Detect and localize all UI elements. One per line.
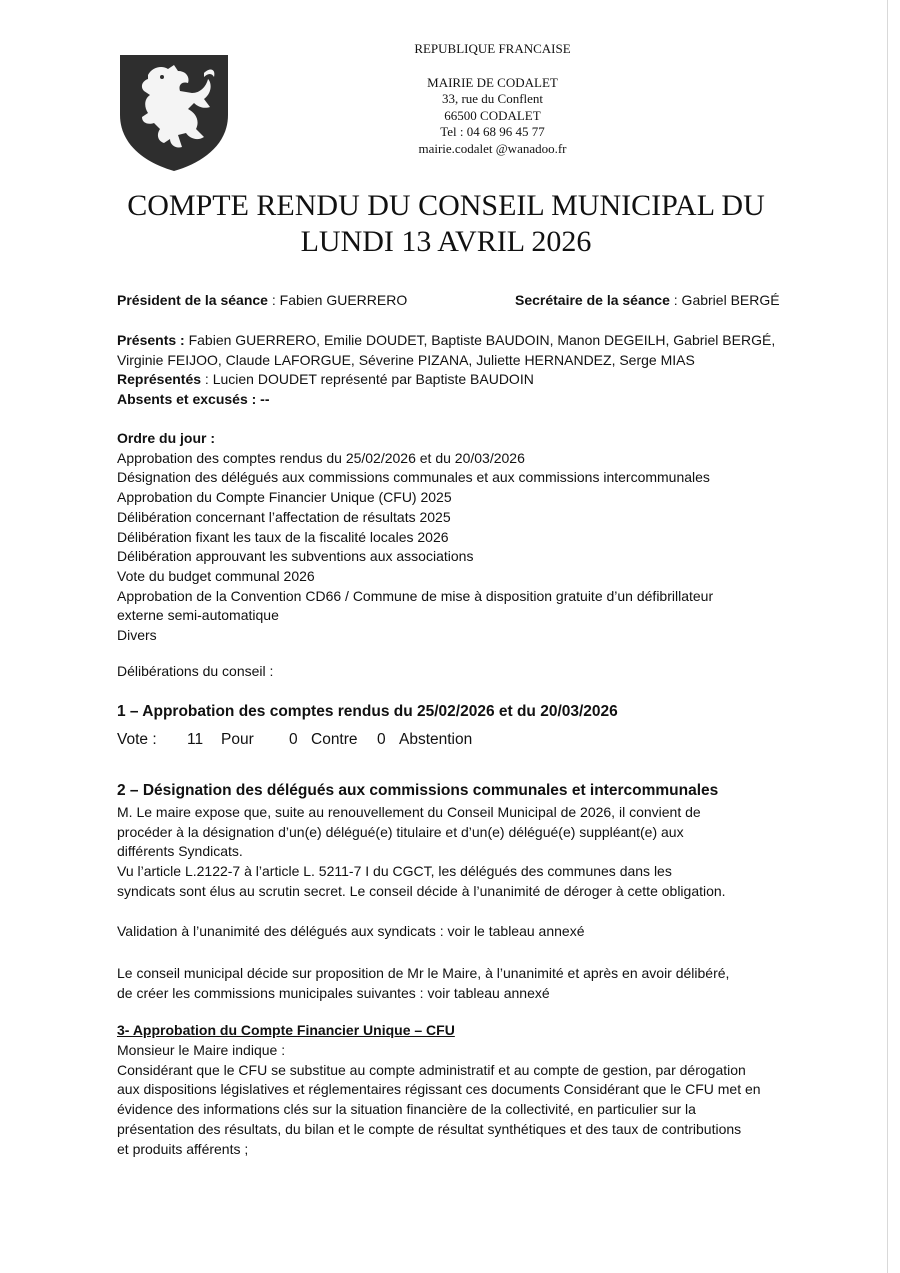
section-3-title: 3- Approbation du Compte Financier Unique – CFU	[117, 1022, 455, 1038]
secretary-value: : Gabriel BERGÉ	[669, 292, 780, 308]
represented-label: Représentés	[117, 371, 202, 388]
section-3-line: et produits afférents ;	[117, 1140, 249, 1157]
section-2-line: syndicats sont élus au scrutin secret. Le conseil décide à l’unanimité de déroger à cette obligation.	[117, 882, 726, 899]
country-name: REPUBLIQUE FRANCAISE	[414, 41, 571, 56]
agenda-item: Divers	[117, 627, 157, 644]
section-2-title: 2 – Désignation des délégués aux commissions communales et intercommunales	[117, 782, 719, 799]
section-3-line: évidence des informations clés sur la situation financière de la collectivité, en particulier sur la	[117, 1101, 696, 1118]
president-label: Président de la séance	[117, 292, 268, 308]
vote-pour-label: Pour	[221, 731, 254, 748]
agenda-item: Délibération concernant l’affectation de résultats 2025	[117, 508, 451, 525]
section-2-line: Le conseil municipal décide sur proposition de Mr le Maire, à l’unanimité et après en avoir délibéré,	[117, 965, 730, 981]
attendance-block	[117, 331, 787, 410]
section-2-line: M. Le maire expose que, suite au renouvellement du Conseil Municipal de 2026, il convient de	[117, 804, 701, 820]
section-2-body	[117, 803, 787, 902]
presents-line-2: Virginie FEIJOO, Claude LAFORGUE, Séverine PIZANA, Juliette HERNANDEZ, Serge MIAS	[117, 351, 695, 368]
mairie-name: MAIRIE DE CODALET	[427, 74, 558, 90]
agenda-item: externe semi-automatique	[117, 607, 279, 624]
section-1-vote	[117, 731, 472, 749]
coat-of-arms-crest	[118, 53, 230, 173]
vote-label: Vote :	[117, 731, 157, 748]
mairie-phone: Tel : 04 68 96 45 77	[440, 124, 545, 139]
agenda-label: Ordre du jour :	[117, 430, 215, 446]
section-2-commissions	[117, 964, 787, 1003]
section-3-intro: Monsieur le Maire indique :	[117, 1042, 286, 1058]
section-3-line: présentation des résultats, du bilan et le compte de résultat synthétiques et des taux de contributions	[117, 1120, 742, 1137]
section-2-line: différents Syndicats.	[117, 843, 243, 860]
title-line-2: LUNDI 13 AVRIL 2026	[300, 225, 592, 258]
represented-line	[117, 370, 787, 390]
vote-abstention-label: Abstention	[399, 731, 473, 748]
presents-line-1	[117, 331, 787, 351]
section-3-line: Considérant que le CFU se substitue au compte administratif et au compte de gestion, par dérogation	[117, 1061, 746, 1078]
agenda-item: Approbation du Compte Financier Unique (CFU) 2025	[117, 489, 452, 506]
section-2-line: de créer les commissions municipales suivantes : voir tableau annexé	[117, 984, 550, 1001]
presents-label: Présents :	[117, 332, 185, 348]
vote-pour-count: 11	[187, 731, 204, 748]
agenda-item: Approbation de la Convention CD66 / Commune de mise à disposition gratuite d’un défibrillateur	[117, 587, 714, 604]
section-2-line: procéder à la désignation d’un(e) délégué(e) titulaire et d’un(e) délégué(e) suppléant(e) aux	[117, 823, 684, 840]
agenda-item: Désignation des délégués aux commissions communales et aux commissions intercommunales	[117, 469, 710, 486]
mairie-street: 33, rue du Conflent	[441, 91, 544, 106]
president-value: : Fabien GUERRERO	[267, 292, 408, 308]
section-2-line: Vu l’article L.2122-7 à l’article L. 5211-7 I du CGCT, les délégués des communes dans les	[117, 863, 672, 880]
session-secretary	[515, 292, 780, 308]
presents-names-1: Fabien GUERRERO, Emilie DOUDET, Baptiste BAUDOIN, Manon DEGEILH, Gabriel BERGÉ,	[184, 332, 776, 348]
section-1-title: 1 – Approbation des comptes rendus du 25/02/2026 et du 20/03/2026	[117, 703, 618, 720]
session-president	[117, 292, 407, 308]
title-line-1: COMPTE RENDU DU CONSEIL MUNICIPAL DU	[127, 189, 765, 222]
agenda-item: Délibération fixant les taux de la fiscalité locales 2026	[117, 528, 449, 545]
mairie-email: mairie.codalet @wanadoo.fr	[418, 140, 567, 156]
section-3-body	[117, 1041, 787, 1159]
secretary-label: Secrétaire de la séance	[515, 292, 670, 308]
agenda-item: Approbation des comptes rendus du 25/02/2026 et du 20/03/2026	[117, 449, 525, 466]
section-3-line: aux dispositions législatives et réglementaires régissant ces documents Considérant que le CFU met en	[117, 1081, 761, 1098]
deliberations-label: Délibérations du conseil :	[117, 663, 274, 679]
absent-line: Absents et excusés : --	[117, 391, 270, 408]
represented-value: : Lucien DOUDET représenté par Baptiste BAUDOIN	[201, 371, 534, 388]
agenda-item: Délibération approuvant les subventions aux associations	[117, 548, 474, 565]
vote-abstention-count: 0	[377, 731, 386, 748]
agenda-item: Vote du budget communal 2026	[117, 567, 315, 584]
vote-contre-count: 0	[289, 731, 298, 748]
document-title	[60, 188, 832, 260]
mairie-header	[380, 41, 605, 157]
agenda-block	[117, 429, 787, 646]
vote-contre-label: Contre	[311, 731, 358, 748]
page-edge	[887, 0, 888, 1273]
section-2-validation: Validation à l’unanimité des délégués aux syndicats : voir le tableau annexé	[117, 923, 585, 939]
mairie-city: 66500 CODALET	[444, 107, 541, 123]
